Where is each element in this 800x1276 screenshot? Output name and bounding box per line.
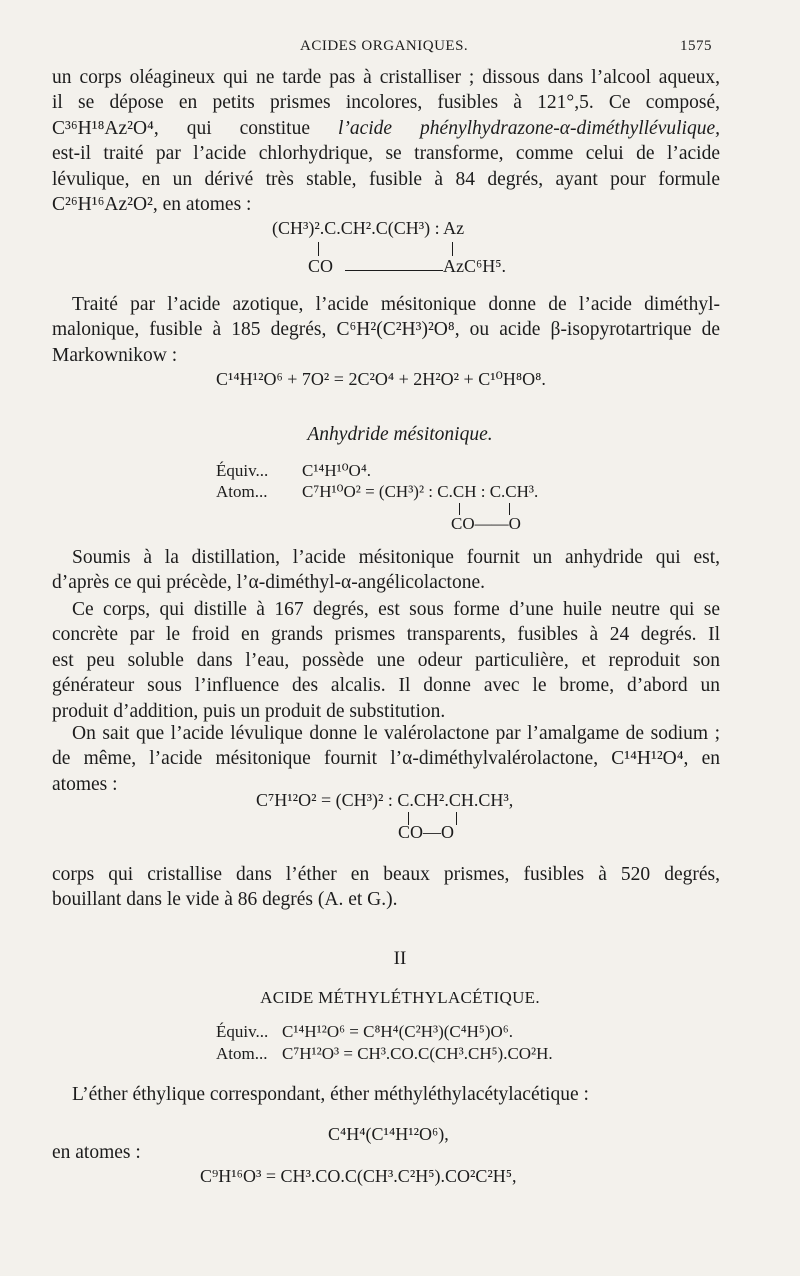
text-line: atomes : (52, 773, 118, 795)
text-line: générateur sous l’influence des alcalis. Il donne avec le brome, d’abord un (52, 675, 720, 697)
text-line: de même, l’acide mésitonique fournit l’α-diméthylvalérolactone, C¹⁴H¹²O⁴, en (52, 748, 720, 770)
text-line: L’éther éthylique correspondant, éther méthyléthylacétylacétique : (72, 1084, 589, 1105)
text-line: produit d’addition, puis un produit de substitution. (52, 700, 446, 722)
text-line: un corps oléagineux qui ne tarde pas à cristalliser ; dissous dans l’alcool aqueux, (52, 67, 720, 88)
text-line: Ce corps, qui distille à 167 degrés, est sous forme d’une huile neutre qui se (72, 599, 720, 620)
bond-line (452, 242, 453, 256)
page-number: 1575 (680, 38, 712, 54)
formula-valerolactone: C⁷H¹²O² = (CH³)² : C.CH².CH.CH³, (256, 790, 514, 810)
text-line: C²⁶H¹⁶Az²O², en atomes : (52, 194, 252, 216)
text-line: d’après ce qui précède, l’α-diméthyl-α-angélicolactone. (52, 572, 485, 594)
paragraph-properties (52, 597, 720, 724)
equiv-formula: C¹⁴H¹²O⁶ = C⁸H⁴(C²H³)(C⁴H⁵)O⁶. (282, 1022, 513, 1041)
paragraph-valerolactone (52, 721, 720, 797)
bond-line (456, 812, 457, 825)
formula-structure-right: AzC⁶H⁵. (443, 256, 507, 276)
equiv-label: Équiv... (216, 461, 269, 480)
atom-formula: C⁷H¹²O³ = CH³.CO.C(CH³.CH⁵).CO²H. (282, 1044, 553, 1063)
text-line: Soumis à la distillation, l’acide mésitonique fournit un anhydride qui est, (72, 547, 720, 568)
text-line (52, 116, 720, 141)
paragraph-distillation (52, 545, 720, 596)
equiv-formula: C¹⁴H¹⁰O⁴. (302, 461, 372, 480)
atom-label: Atom... (216, 1044, 268, 1063)
formula-valerolactone-ring: CO—O (398, 822, 455, 842)
text-line: On sait que l’acide lévulique donne le valérolactone par l’amalgame de sodium ; (72, 723, 720, 744)
text-line: est peu soluble dans l’eau, possède une odeur particulière, et reproduit son (52, 649, 720, 671)
text-line: corps qui cristallise dans l’éther en beaux prismes, fusibles à 520 degrés, (52, 864, 720, 885)
text-line: est-il traité par l’acide chlorhydrique, se transforme, comme celui de l’acide (52, 143, 720, 165)
formula-structure-left: CO (308, 256, 334, 276)
text-line: il se dépose en petits prismes incolores, fusibles à 121°,5. Ce composé, (52, 92, 720, 114)
section-title (0, 424, 800, 446)
paragraph-ether (52, 1082, 720, 1107)
text-line: Traité par l’acide azotique, l’acide mésitonique donne de l’acide diméthyl- (72, 294, 720, 315)
text-fragment: qui constitue (186, 117, 310, 139)
equiv-label: Équiv... (216, 1022, 269, 1041)
atom-formula-ring: CO——O (451, 514, 521, 533)
formula-inline: C³⁶H¹⁸Az²O⁴, (52, 117, 159, 139)
atom-label: Atom... (216, 482, 268, 501)
text-line: en atomes : (52, 1142, 141, 1163)
section-title-text: Anhydride mésitonique. (307, 424, 493, 445)
formula-structure-top: (CH³)².C.CH².C(CH³) : Az (272, 218, 465, 238)
atom-formula: C⁷H¹⁰O² = (CH³)² : C.CH : C.CH³. (302, 482, 539, 501)
section-numeral: II (393, 948, 407, 969)
compound-name: l’acide phénylhydrazone-α-diméthyllévulique, (337, 117, 720, 139)
paragraph-phenylhydrazone (52, 65, 720, 217)
text-line: bouillant dans le vide à 86 degrés (A. et G.). (52, 889, 398, 911)
reaction-equation: C¹⁴H¹²O⁶ + 7O² = 2C²O⁴ + 2H²O² + C¹⁰H⁸O⁸. (216, 369, 546, 389)
text-line: Markownikow : (52, 344, 178, 366)
text-line: lévulique, en un dérivé très stable, fusible à 84 degrés, ayant pour formule (52, 168, 720, 190)
running-header-title: ACIDES ORGANIQUES. (300, 38, 469, 54)
text-line: malonique, fusible à 185 degrés, C⁶H²(C²H³)²O⁸, ou acide β-isopyrotartrique de (52, 319, 720, 341)
formula-ether: C⁴H⁴(C¹⁴H¹²O⁶), (328, 1124, 449, 1144)
paragraph-crystallise (52, 862, 720, 913)
paragraph-azotique (52, 292, 720, 368)
formula-ether-atoms: C⁹H¹⁶O³ = CH³.CO.C(CH³.C²H⁵).CO²C²H⁵, (200, 1166, 517, 1186)
bond-line (345, 270, 443, 271)
text-line: concrète par le froid en grands prismes transparents, fusibles à 24 degrés. Il (52, 624, 720, 646)
bond-line (318, 242, 319, 256)
section-title: ACIDE MÉTHYLÉTHYLACÉTIQUE. (260, 988, 540, 1007)
